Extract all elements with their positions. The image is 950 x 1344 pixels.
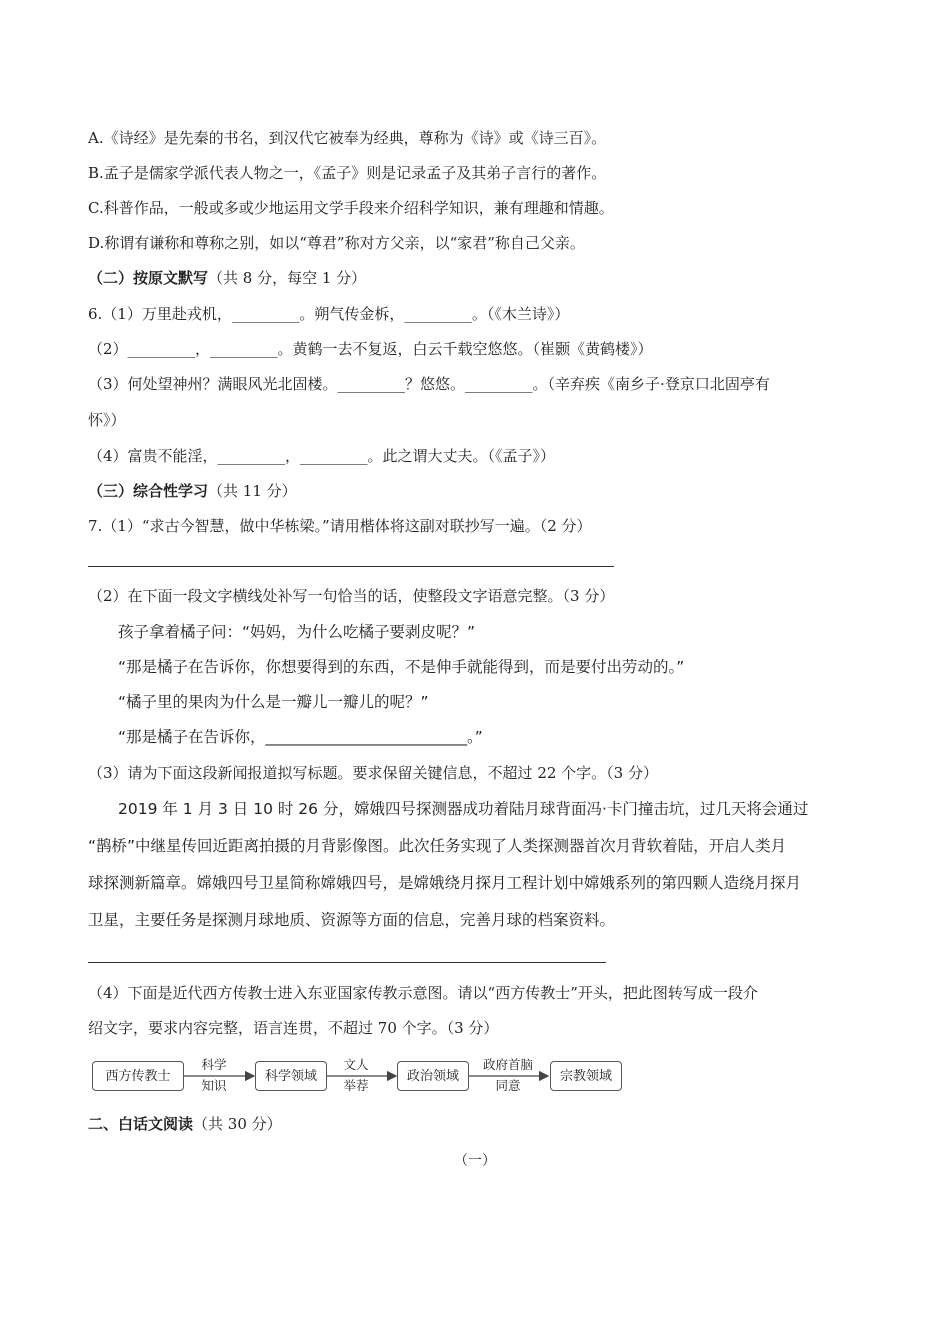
node-science: 科学领域 [255, 1061, 327, 1091]
q6-line-3: （3）何处望神州？满眼风光北固楼。_________？悠悠。_________。（辛弃疾《南乡子·登京口北固亭有 [88, 375, 770, 393]
q7-part-3: （3）请为下面这段新闻报道拟写标题。要求保留关键信息，不超过 22 个字。（3 分） [88, 764, 658, 782]
option-d: D.称谓有谦称和尊称之别，如以“尊君”称对方父亲，以“家君”称自己父亲。 [88, 234, 585, 252]
edge-2-top-label: 文人 [343, 1057, 369, 1072]
edge-3-top-label: 政府首脑 [482, 1057, 533, 1072]
q7-part-4a: （4）下面是近代西方传教士进入东亚国家传教示意图。请以“西方传教士”开头，把此图转写成一段介 [88, 984, 758, 1002]
q6-line-2: （2）_________，_________。黄鹤一去不复返，白云千载空悠悠。（崔颢《黄鹤楼》） [88, 340, 653, 358]
dialogue-2: “那是橘子在告诉你，你想要得到的东西，不是伸手就能得到，而是要付出劳动的。” [118, 658, 685, 676]
news-line-3: 球探测新篇章。嫦娥四号卫星简称嫦娥四号，是嫦娥绕月探月工程计划中嫦娥系列的第四颗人造绕月探月 [88, 874, 802, 892]
edge-1-bottom-label: 知识 [201, 1078, 227, 1093]
node-politics: 政治领域 [397, 1061, 469, 1091]
dialogue-1: 孩子拿着橘子问：“妈妈，为什么吃橘子要剥皮呢？” [118, 623, 476, 641]
q6-line-3-cont: 怀》） [88, 411, 126, 429]
option-b: B.孟子是儒家学派代表人物之一，《孟子》则是记录孟子及其弟子言行的著作。 [88, 164, 607, 182]
option-a: A.《诗经》是先秦的书名，到汉代它被奉为经典，尊称为《诗》或《诗三百》。 [88, 129, 607, 147]
section-2-note: （共 8 分，每空 1 分） [208, 269, 367, 287]
edge-2-bottom-label: 举荐 [343, 1078, 369, 1093]
q6-line-4: （4）富贵不能淫，_________，_________。此之谓大丈夫。（《孟子》） [88, 447, 556, 465]
q7-part-2: （2）在下面一段文字横线处补写一句恰当的话，使整段文字语意完整。（3 分） [88, 587, 615, 605]
section-3-note: （共 11 分） [208, 482, 297, 500]
dialogue-3: “橘子里的果肉为什么是一瓣儿一瓣儿的呢？” [118, 693, 429, 711]
q7-part-4b: 绍文字，要求内容完整，语言连贯，不超过 70 个字。（3 分） [88, 1019, 499, 1037]
part-2-heading [88, 1114, 282, 1134]
subsection-1-label: （一） [454, 1153, 496, 1169]
section-3-title: （三）综合性学习 [88, 482, 209, 500]
dialogue-4: “那是橘子在告诉你，__________________________。” [118, 728, 483, 746]
q6-line-1: 6.（1）万里赴戎机，_________。朔气传金柝，_________。（《木兰诗》） [88, 305, 570, 323]
q7-part-1: 7.（1）“求古今智慧，做中华栋梁。”请用楷体将这副对联抄写一遍。（2 分） [88, 517, 592, 535]
edge-1-top-label: 科学 [201, 1057, 227, 1072]
node-religion: 宗教领域 [550, 1061, 622, 1091]
option-c: C.科普作品，一般或多或少地运用文学手段来介绍科学知识，兼有理趣和情趣。 [88, 199, 614, 217]
edge-3-bottom-label: 同意 [495, 1078, 521, 1093]
section-2-title: （二）按原文默写 [88, 269, 209, 287]
part-2-title: 二、白话文阅读 [88, 1115, 194, 1133]
news-line-1: 2019 年 1 月 3 日 10 时 26 分，嫦娥四号探测器成功着陆月球背面冯·卡门撞击坑，过几天将会通过 [118, 800, 809, 818]
news-line-4: 卫星，主要任务是探测月球地质、资源等方面的信息，完善月球的档案资料。 [88, 911, 616, 929]
news-line-2: “鹊桥”中继星传回近距离拍摄的月背影像图。此次任务实现了人类探测器首次月背软着陆，开启人类月 [88, 837, 787, 855]
part-2-note: （共 30 分） [193, 1115, 282, 1133]
node-missionary: 西方传教士 [92, 1061, 184, 1091]
